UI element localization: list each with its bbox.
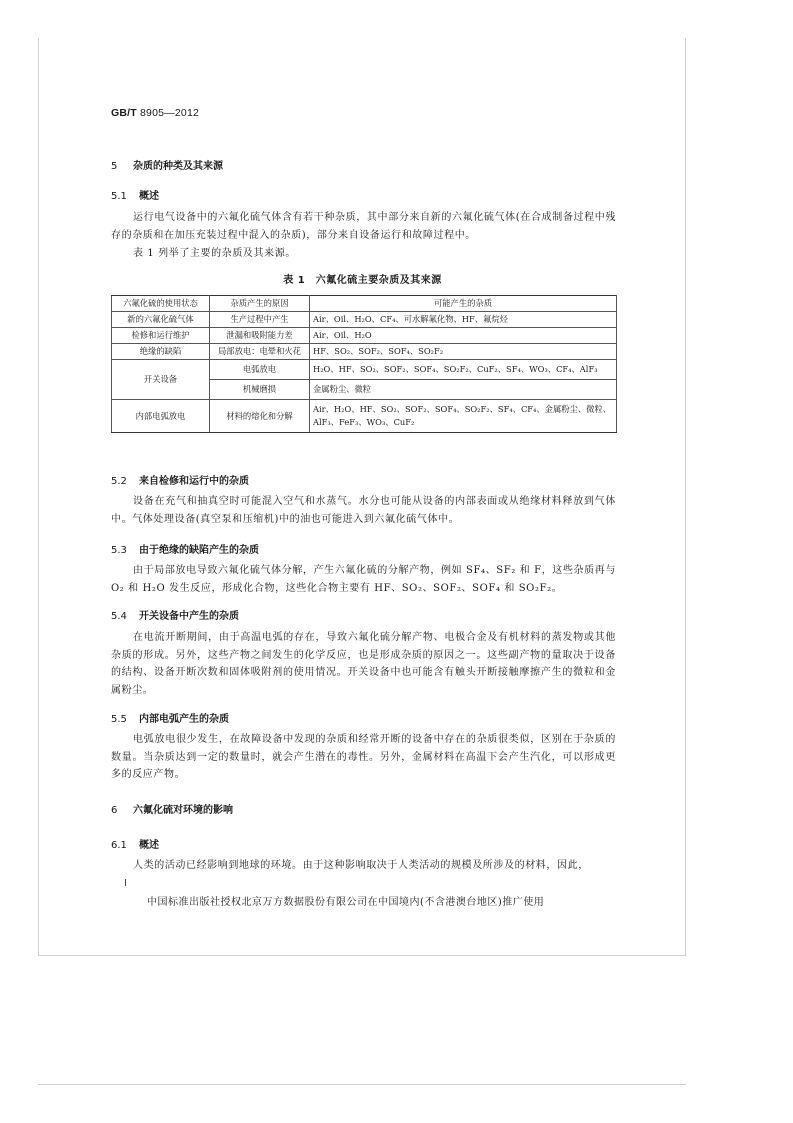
section-5-1-heading: 5.1 概述 xyxy=(111,191,159,202)
table-cell: Air、Oil、H₂O、CF₄、可水解氟化物、HF、氟烷烃 xyxy=(310,312,617,328)
section-5-3-heading: 5.3 由于绝缘的缺陷产生的杂质 xyxy=(111,545,259,556)
table-cell: 机械磨损 xyxy=(210,380,310,400)
table-1-caption: 表 1 六氟化硫主要杂质及其来源 xyxy=(283,275,442,286)
table-row xyxy=(112,328,617,344)
table-header-cell: 杂质产生的原因 xyxy=(210,296,310,312)
table-cell: 新的六氟化硫气体 xyxy=(112,312,210,328)
table-cell: 电弧放电 xyxy=(210,360,310,380)
page-border-left xyxy=(38,38,39,955)
section-5-2-heading: 5.2 来自检修和运行中的杂质 xyxy=(111,476,249,487)
footer-distribution-notice: 中国标准出版社授权北京万方数据股份有限公司在中国境内(不含港澳台地区)推广使用 xyxy=(147,897,545,908)
table-cell: 局部放电：电晕和火花 xyxy=(210,344,310,360)
paragraph-5-4: 在电流开断期间，由于高温电弧的存在，导致六氟化硫分解产物、电极合金及有机材料的蒸发物或其他杂质的形成。另外，这些产物之间发生的化学反应，也是形成杂质的原因之一。这些副产物的量取决于设备的结构、设备开断次数和固体吸附剂的使用情况。开关设备中也可能含有触头开断接触摩擦产生的微粒和金属粉尘。 xyxy=(111,632,616,696)
paragraph-6-1: 人类的活动已经影响到地球的环境。由于这种影响取决于人类活动的规模及所涉及的材料，因此， xyxy=(133,860,589,871)
paragraph-5-5: 电弧放电很少发生，在故障设备中发现的杂质和经常开断的设备中存在的杂质很类似，区别在于杂质的数量。当杂质达到一定的数量时，就会产生潜在的毒性。另外，金属材料在高温下会产生汽化，可以形成更多的反应产物。 xyxy=(111,734,616,780)
table-row xyxy=(112,360,617,380)
standard-number xyxy=(111,107,199,119)
table-cell: 开关设备 xyxy=(112,360,210,400)
table-row xyxy=(112,312,617,328)
standard-code: 8905—2012 xyxy=(140,107,200,119)
section-5-heading: 5 杂质的种类及其来源 xyxy=(111,161,223,172)
table-cell: H₂O、HF、SO₂、SOF₂、SOF₄、SO₂F₂、CuF₂、SF₄、WO₃、CF₄、AlF₃ xyxy=(310,360,617,380)
table-cell: Air、Oil、H₂O xyxy=(310,328,617,344)
section-5-4-heading: 5.4 开关设备中产生的杂质 xyxy=(111,611,239,622)
table-header-cell: 六氟化硫的使用状态 xyxy=(112,296,210,312)
paragraph-5-2: 设备在充气和抽真空时可能混入空气和水蒸气。水分也可能从设备的内部表面或从绝缘材料释放到气体中。气体处理设备(真空泵和压缩机)中的油也可能进入到六氟化硫气体中。 xyxy=(111,496,616,525)
scan-mark xyxy=(125,879,126,886)
table-cell: 内部电弧放电 xyxy=(112,400,210,433)
table-cell: 泄漏和吸附能力差 xyxy=(210,328,310,344)
section-6-1-heading: 6.1 概述 xyxy=(111,840,159,851)
table-header-row xyxy=(112,296,617,312)
paragraph-5-1-b: 表 1 列举了主要的杂质及其来源。 xyxy=(133,248,296,259)
table-row xyxy=(112,400,617,433)
standard-prefix: GB/T xyxy=(111,107,137,119)
paragraph-5-3: 由于局部放电导致六氟化硫气体分解，产生六氟化硫的分解产物，例如 SF₄、SF₂ 和 F，这些杂质再与 O₂ 和 H₂O 发生反应，形成化合物，这些化合物主要有 HF、SO₂、SOF₂、SOF₄ 和 SO₂F₂。 xyxy=(111,565,616,594)
paragraph-5-1-a: 运行电气设备中的六氟化硫气体含有若干种杂质，其中部分来自新的六氟化硫气体(在合成制备过程中残存的杂质和在加压充装过程中混入的杂质)，部分来自设备运行和故障过程中。 xyxy=(111,212,616,241)
section-5-5-heading: 5.5 内部电弧产生的杂质 xyxy=(111,714,229,725)
table-cell: Air、H₂O、HF、SO₂、SOF₂、SOF₄、SO₂F₂、SF₄、CF₄、金属粉尘、微粒、AlF₃、FeF₃、WO₃、CuF₂ xyxy=(310,400,617,433)
page-border-right xyxy=(685,38,686,955)
table-cell: 绝缘的缺陷 xyxy=(112,344,210,360)
table-cell: 材料的熔化和分解 xyxy=(210,400,310,433)
table-row xyxy=(112,344,617,360)
table-1 xyxy=(111,295,617,433)
table-cell: 检修和运行维护 xyxy=(112,328,210,344)
table-header-cell: 可能产生的杂质 xyxy=(310,296,617,312)
table-cell: 金属粉尘、微粒 xyxy=(310,380,617,400)
page-border-bottom xyxy=(38,955,686,956)
section-6-heading: 6 六氟化硫对环境的影响 xyxy=(111,805,233,816)
table-cell: 生产过程中产生 xyxy=(210,312,310,328)
next-page-border-top xyxy=(38,1084,686,1085)
table-cell: HF、SO₂、SOF₂、SOF₄、SO₂F₂ xyxy=(310,344,617,360)
